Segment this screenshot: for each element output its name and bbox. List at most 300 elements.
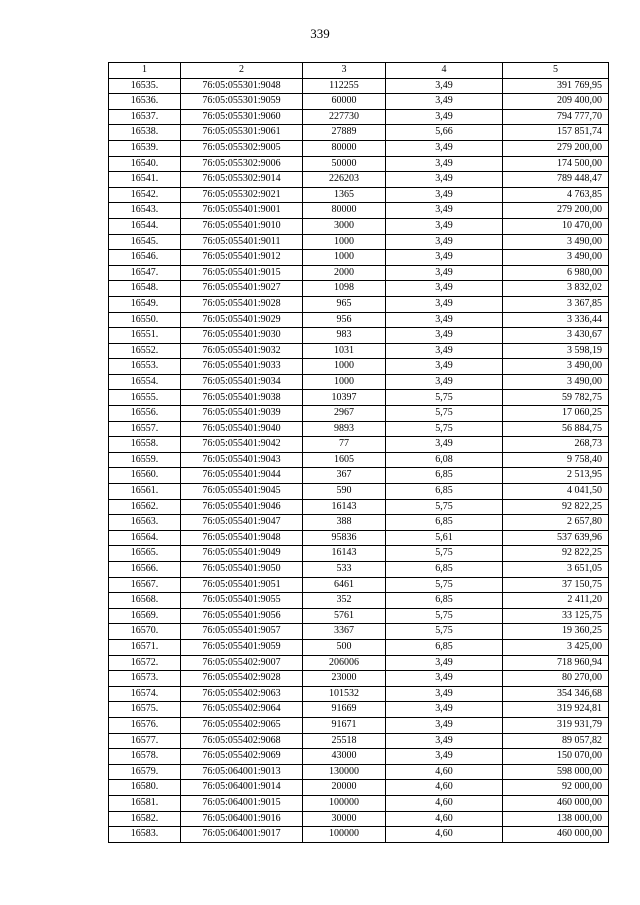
cadastral-number-cell: 76:05:055401:9043	[181, 452, 303, 468]
table-row	[109, 374, 609, 390]
rate-cell: 3,49	[386, 296, 503, 312]
rate-cell: 6,85	[386, 515, 503, 531]
amount-cell: 9 758,40	[503, 452, 609, 468]
row-number-cell: 16554.	[109, 374, 181, 390]
cadastral-number-cell: 76:05:055401:9028	[181, 296, 303, 312]
row-number-cell: 16565.	[109, 546, 181, 562]
amount-cell: 92 822,25	[503, 546, 609, 562]
amount-cell: 157 851,74	[503, 125, 609, 141]
cadastral-number-cell: 76:05:055402:9068	[181, 733, 303, 749]
area-cell: 9893	[303, 421, 386, 437]
rate-cell: 3,49	[386, 140, 503, 156]
column-header: 3	[303, 63, 386, 79]
rate-cell: 6,85	[386, 562, 503, 578]
row-number-cell: 16577.	[109, 733, 181, 749]
table-row	[109, 281, 609, 297]
rate-cell: 3,49	[386, 281, 503, 297]
area-cell: 30000	[303, 811, 386, 827]
parcel-table	[108, 62, 609, 843]
rate-cell: 4,60	[386, 780, 503, 796]
row-number-cell: 16562.	[109, 499, 181, 515]
cadastral-number-cell: 76:05:055301:9061	[181, 125, 303, 141]
amount-cell: 2 513,95	[503, 468, 609, 484]
area-cell: 80000	[303, 203, 386, 219]
table-row	[109, 655, 609, 671]
cadastral-number-cell: 76:05:055402:9007	[181, 655, 303, 671]
amount-cell: 279 200,00	[503, 203, 609, 219]
amount-cell: 2 411,20	[503, 593, 609, 609]
row-number-cell: 16536.	[109, 94, 181, 110]
amount-cell: 319 924,81	[503, 702, 609, 718]
amount-cell: 92 000,00	[503, 780, 609, 796]
rate-cell: 3,49	[386, 717, 503, 733]
table-row	[109, 624, 609, 640]
cadastral-number-cell: 76:05:055401:9034	[181, 374, 303, 390]
row-number-cell: 16580.	[109, 780, 181, 796]
cadastral-number-cell: 76:05:055301:9048	[181, 78, 303, 94]
row-number-cell: 16553.	[109, 359, 181, 375]
amount-cell: 3 651,05	[503, 562, 609, 578]
amount-cell: 4 041,50	[503, 484, 609, 500]
table-row	[109, 546, 609, 562]
row-number-cell: 16537.	[109, 109, 181, 125]
cadastral-number-cell: 76:05:055401:9039	[181, 406, 303, 422]
area-cell: 1605	[303, 452, 386, 468]
table-row	[109, 343, 609, 359]
rate-cell: 3,49	[386, 655, 503, 671]
rate-cell: 4,60	[386, 795, 503, 811]
rate-cell: 6,85	[386, 593, 503, 609]
cadastral-number-cell: 76:05:055401:9015	[181, 265, 303, 281]
area-cell: 1098	[303, 281, 386, 297]
amount-cell: 6 980,00	[503, 265, 609, 281]
amount-cell: 150 070,00	[503, 749, 609, 765]
amount-cell: 174 500,00	[503, 156, 609, 172]
rate-cell: 4,60	[386, 764, 503, 780]
table-row	[109, 795, 609, 811]
row-number-cell: 16546.	[109, 250, 181, 266]
cadastral-number-cell: 76:05:055401:9051	[181, 577, 303, 593]
cadastral-number-cell: 76:05:055302:9021	[181, 187, 303, 203]
area-cell: 206006	[303, 655, 386, 671]
cadastral-number-cell: 76:05:055402:9069	[181, 749, 303, 765]
amount-cell: 209 400,00	[503, 94, 609, 110]
area-cell: 352	[303, 593, 386, 609]
area-cell: 23000	[303, 671, 386, 687]
table-row	[109, 499, 609, 515]
row-number-cell: 16567.	[109, 577, 181, 593]
table-row	[109, 94, 609, 110]
table-row	[109, 484, 609, 500]
table-row	[109, 702, 609, 718]
row-number-cell: 16563.	[109, 515, 181, 531]
area-cell: 367	[303, 468, 386, 484]
cadastral-number-cell: 76:05:055401:9027	[181, 281, 303, 297]
area-cell: 100000	[303, 795, 386, 811]
table-row	[109, 639, 609, 655]
cadastral-number-cell: 76:05:055401:9029	[181, 312, 303, 328]
cadastral-number-cell: 76:05:064001:9017	[181, 827, 303, 843]
cadastral-number-cell: 76:05:055401:9046	[181, 499, 303, 515]
row-number-cell: 16583.	[109, 827, 181, 843]
area-cell: 60000	[303, 94, 386, 110]
cadastral-number-cell: 76:05:055401:9010	[181, 218, 303, 234]
row-number-cell: 16542.	[109, 187, 181, 203]
area-cell: 1000	[303, 374, 386, 390]
area-cell: 6461	[303, 577, 386, 593]
area-cell: 226203	[303, 172, 386, 188]
table-row	[109, 265, 609, 281]
table-row	[109, 733, 609, 749]
table-row	[109, 172, 609, 188]
rate-cell: 3,49	[386, 234, 503, 250]
area-cell: 2000	[303, 265, 386, 281]
table-row	[109, 250, 609, 266]
table-row	[109, 593, 609, 609]
rate-cell: 3,49	[386, 187, 503, 203]
row-number-cell: 16581.	[109, 795, 181, 811]
cadastral-number-cell: 76:05:055401:9059	[181, 639, 303, 655]
column-header: 1	[109, 63, 181, 79]
area-cell: 77	[303, 437, 386, 453]
table-row	[109, 577, 609, 593]
cadastral-number-cell: 76:05:055401:9011	[181, 234, 303, 250]
row-number-cell: 16569.	[109, 608, 181, 624]
area-cell: 533	[303, 562, 386, 578]
row-number-cell: 16571.	[109, 639, 181, 655]
row-number-cell: 16578.	[109, 749, 181, 765]
rate-cell: 3,49	[386, 374, 503, 390]
cadastral-number-cell: 76:05:055401:9047	[181, 515, 303, 531]
column-header: 2	[181, 63, 303, 79]
amount-cell: 460 000,00	[503, 795, 609, 811]
cadastral-number-cell: 76:05:055401:9045	[181, 484, 303, 500]
amount-cell: 3 367,85	[503, 296, 609, 312]
row-number-cell: 16548.	[109, 281, 181, 297]
rate-cell: 5,75	[386, 406, 503, 422]
cadastral-number-cell: 76:05:055401:9032	[181, 343, 303, 359]
table-row	[109, 78, 609, 94]
area-cell: 43000	[303, 749, 386, 765]
area-cell: 16143	[303, 546, 386, 562]
row-number-cell: 16558.	[109, 437, 181, 453]
rate-cell: 5,75	[386, 624, 503, 640]
rate-cell: 6,08	[386, 452, 503, 468]
cadastral-number-cell: 76:05:055401:9044	[181, 468, 303, 484]
amount-cell: 3 490,00	[503, 374, 609, 390]
area-cell: 500	[303, 639, 386, 655]
row-number-cell: 16575.	[109, 702, 181, 718]
amount-cell: 56 884,75	[503, 421, 609, 437]
amount-cell: 17 060,25	[503, 406, 609, 422]
cadastral-number-cell: 76:05:055402:9064	[181, 702, 303, 718]
amount-cell: 319 931,79	[503, 717, 609, 733]
cadastral-number-cell: 76:05:055402:9065	[181, 717, 303, 733]
amount-cell: 3 598,19	[503, 343, 609, 359]
rate-cell: 5,61	[386, 530, 503, 546]
row-number-cell: 16538.	[109, 125, 181, 141]
amount-cell: 537 639,96	[503, 530, 609, 546]
amount-cell: 460 000,00	[503, 827, 609, 843]
cadastral-number-cell: 76:05:055401:9030	[181, 328, 303, 344]
cadastral-number-cell: 76:05:055302:9006	[181, 156, 303, 172]
area-cell: 1000	[303, 234, 386, 250]
cadastral-number-cell: 76:05:055302:9014	[181, 172, 303, 188]
rate-cell: 4,60	[386, 811, 503, 827]
cadastral-number-cell: 76:05:055401:9001	[181, 203, 303, 219]
area-cell: 101532	[303, 686, 386, 702]
cadastral-number-cell: 76:05:064001:9016	[181, 811, 303, 827]
row-number-cell: 16550.	[109, 312, 181, 328]
cadastral-number-cell: 76:05:055401:9055	[181, 593, 303, 609]
area-cell: 112255	[303, 78, 386, 94]
amount-cell: 3 430,67	[503, 328, 609, 344]
rate-cell: 3,49	[386, 328, 503, 344]
row-number-cell: 16574.	[109, 686, 181, 702]
area-cell: 388	[303, 515, 386, 531]
table-row	[109, 109, 609, 125]
row-number-cell: 16559.	[109, 452, 181, 468]
cadastral-number-cell: 76:05:055402:9028	[181, 671, 303, 687]
area-cell: 100000	[303, 827, 386, 843]
row-number-cell: 16579.	[109, 764, 181, 780]
amount-cell: 354 346,68	[503, 686, 609, 702]
row-number-cell: 16566.	[109, 562, 181, 578]
rate-cell: 3,49	[386, 749, 503, 765]
amount-cell: 268,73	[503, 437, 609, 453]
table-row	[109, 421, 609, 437]
table-row	[109, 234, 609, 250]
area-cell: 956	[303, 312, 386, 328]
row-number-cell: 16541.	[109, 172, 181, 188]
table-row	[109, 406, 609, 422]
rate-cell: 3,49	[386, 312, 503, 328]
cadastral-number-cell: 76:05:064001:9013	[181, 764, 303, 780]
area-cell: 227730	[303, 109, 386, 125]
rate-cell: 3,49	[386, 203, 503, 219]
cadastral-number-cell: 76:05:055401:9012	[181, 250, 303, 266]
area-cell: 1365	[303, 187, 386, 203]
area-cell: 983	[303, 328, 386, 344]
area-cell: 20000	[303, 780, 386, 796]
area-cell: 95836	[303, 530, 386, 546]
row-number-cell: 16572.	[109, 655, 181, 671]
rate-cell: 3,49	[386, 343, 503, 359]
area-cell: 27889	[303, 125, 386, 141]
rate-cell: 4,60	[386, 827, 503, 843]
column-header: 5	[503, 63, 609, 79]
row-number-cell: 16551.	[109, 328, 181, 344]
rate-cell: 3,49	[386, 250, 503, 266]
cadastral-number-cell: 76:05:055401:9038	[181, 390, 303, 406]
rate-cell: 3,49	[386, 78, 503, 94]
area-cell: 10397	[303, 390, 386, 406]
amount-cell: 138 000,00	[503, 811, 609, 827]
amount-cell: 2 657,80	[503, 515, 609, 531]
row-number-cell: 16555.	[109, 390, 181, 406]
amount-cell: 3 336,44	[503, 312, 609, 328]
table-row	[109, 717, 609, 733]
row-number-cell: 16549.	[109, 296, 181, 312]
row-number-cell: 16564.	[109, 530, 181, 546]
cadastral-number-cell: 76:05:055401:9048	[181, 530, 303, 546]
rate-cell: 3,49	[386, 702, 503, 718]
table-row	[109, 562, 609, 578]
cadastral-number-cell: 76:05:055401:9042	[181, 437, 303, 453]
amount-cell: 3 490,00	[503, 250, 609, 266]
table-row	[109, 686, 609, 702]
area-cell: 5761	[303, 608, 386, 624]
amount-cell: 59 782,75	[503, 390, 609, 406]
amount-cell: 789 448,47	[503, 172, 609, 188]
area-cell: 1000	[303, 250, 386, 266]
row-number-cell: 16545.	[109, 234, 181, 250]
area-cell: 80000	[303, 140, 386, 156]
row-number-cell: 16560.	[109, 468, 181, 484]
cadastral-number-cell: 76:05:055301:9059	[181, 94, 303, 110]
area-cell: 50000	[303, 156, 386, 172]
amount-cell: 37 150,75	[503, 577, 609, 593]
row-number-cell: 16544.	[109, 218, 181, 234]
cadastral-number-cell: 76:05:055401:9033	[181, 359, 303, 375]
row-number-cell: 16570.	[109, 624, 181, 640]
cadastral-number-cell: 76:05:055401:9049	[181, 546, 303, 562]
cadastral-number-cell: 76:05:055301:9060	[181, 109, 303, 125]
row-number-cell: 16582.	[109, 811, 181, 827]
rate-cell: 5,75	[386, 546, 503, 562]
cadastral-number-cell: 76:05:064001:9014	[181, 780, 303, 796]
amount-cell: 598 000,00	[503, 764, 609, 780]
row-number-cell: 16540.	[109, 156, 181, 172]
rate-cell: 3,49	[386, 94, 503, 110]
rate-cell: 3,49	[386, 109, 503, 125]
cadastral-number-cell: 76:05:055401:9057	[181, 624, 303, 640]
table-row	[109, 811, 609, 827]
amount-cell: 89 057,82	[503, 733, 609, 749]
table-body	[109, 78, 609, 842]
amount-cell: 33 125,75	[503, 608, 609, 624]
row-number-cell: 16568.	[109, 593, 181, 609]
rate-cell: 3,49	[386, 172, 503, 188]
column-header: 4	[386, 63, 503, 79]
rate-cell: 6,85	[386, 484, 503, 500]
table-row	[109, 452, 609, 468]
amount-cell: 718 960,94	[503, 655, 609, 671]
table-row	[109, 515, 609, 531]
area-cell: 1031	[303, 343, 386, 359]
table-row	[109, 187, 609, 203]
table-row	[109, 780, 609, 796]
header-row	[109, 63, 609, 79]
rate-cell: 3,49	[386, 671, 503, 687]
area-cell: 16143	[303, 499, 386, 515]
table-row	[109, 437, 609, 453]
table-row	[109, 218, 609, 234]
amount-cell: 3 832,02	[503, 281, 609, 297]
area-cell: 25518	[303, 733, 386, 749]
cadastral-number-cell: 76:05:055402:9063	[181, 686, 303, 702]
page-number: 339	[310, 26, 330, 41]
rate-cell: 3,49	[386, 156, 503, 172]
cadastral-number-cell: 76:05:055302:9005	[181, 140, 303, 156]
row-number-cell: 16543.	[109, 203, 181, 219]
amount-cell: 4 763,85	[503, 187, 609, 203]
table-row	[109, 203, 609, 219]
area-cell: 2967	[303, 406, 386, 422]
table-row	[109, 328, 609, 344]
row-number-cell: 16557.	[109, 421, 181, 437]
area-cell: 130000	[303, 764, 386, 780]
rate-cell: 6,85	[386, 639, 503, 655]
cadastral-number-cell: 76:05:055401:9050	[181, 562, 303, 578]
row-number-cell: 16539.	[109, 140, 181, 156]
amount-cell: 279 200,00	[503, 140, 609, 156]
rate-cell: 3,49	[386, 359, 503, 375]
rate-cell: 3,49	[386, 265, 503, 281]
table-row	[109, 140, 609, 156]
rate-cell: 3,49	[386, 686, 503, 702]
amount-cell: 80 270,00	[503, 671, 609, 687]
amount-cell: 391 769,95	[503, 78, 609, 94]
table-row	[109, 827, 609, 843]
area-cell: 1000	[303, 359, 386, 375]
row-number-cell: 16552.	[109, 343, 181, 359]
table-row	[109, 156, 609, 172]
cadastral-number-cell: 76:05:055401:9040	[181, 421, 303, 437]
table-row	[109, 764, 609, 780]
rate-cell: 3,49	[386, 733, 503, 749]
area-cell: 3000	[303, 218, 386, 234]
table-row	[109, 296, 609, 312]
amount-cell: 3 490,00	[503, 359, 609, 375]
amount-cell: 794 777,70	[503, 109, 609, 125]
area-cell: 91671	[303, 717, 386, 733]
table-row	[109, 125, 609, 141]
table-row	[109, 468, 609, 484]
rate-cell: 5,75	[386, 577, 503, 593]
cadastral-number-cell: 76:05:064001:9015	[181, 795, 303, 811]
table-row	[109, 359, 609, 375]
table-row	[109, 390, 609, 406]
row-number-cell: 16576.	[109, 717, 181, 733]
rate-cell: 5,66	[386, 125, 503, 141]
amount-cell: 3 490,00	[503, 234, 609, 250]
rate-cell: 5,75	[386, 608, 503, 624]
table-row	[109, 608, 609, 624]
amount-cell: 10 470,00	[503, 218, 609, 234]
table-row	[109, 671, 609, 687]
area-cell: 965	[303, 296, 386, 312]
rate-cell: 5,75	[386, 499, 503, 515]
amount-cell: 92 822,25	[503, 499, 609, 515]
rate-cell: 5,75	[386, 390, 503, 406]
row-number-cell: 16556.	[109, 406, 181, 422]
amount-cell: 19 360,25	[503, 624, 609, 640]
row-number-cell: 16561.	[109, 484, 181, 500]
rate-cell: 3,49	[386, 437, 503, 453]
row-number-cell: 16535.	[109, 78, 181, 94]
rate-cell: 3,49	[386, 218, 503, 234]
area-cell: 3367	[303, 624, 386, 640]
table-row	[109, 530, 609, 546]
row-number-cell: 16573.	[109, 671, 181, 687]
table-row	[109, 312, 609, 328]
area-cell: 91669	[303, 702, 386, 718]
rate-cell: 6,85	[386, 468, 503, 484]
table-row	[109, 749, 609, 765]
amount-cell: 3 425,00	[503, 639, 609, 655]
cadastral-number-cell: 76:05:055401:9056	[181, 608, 303, 624]
